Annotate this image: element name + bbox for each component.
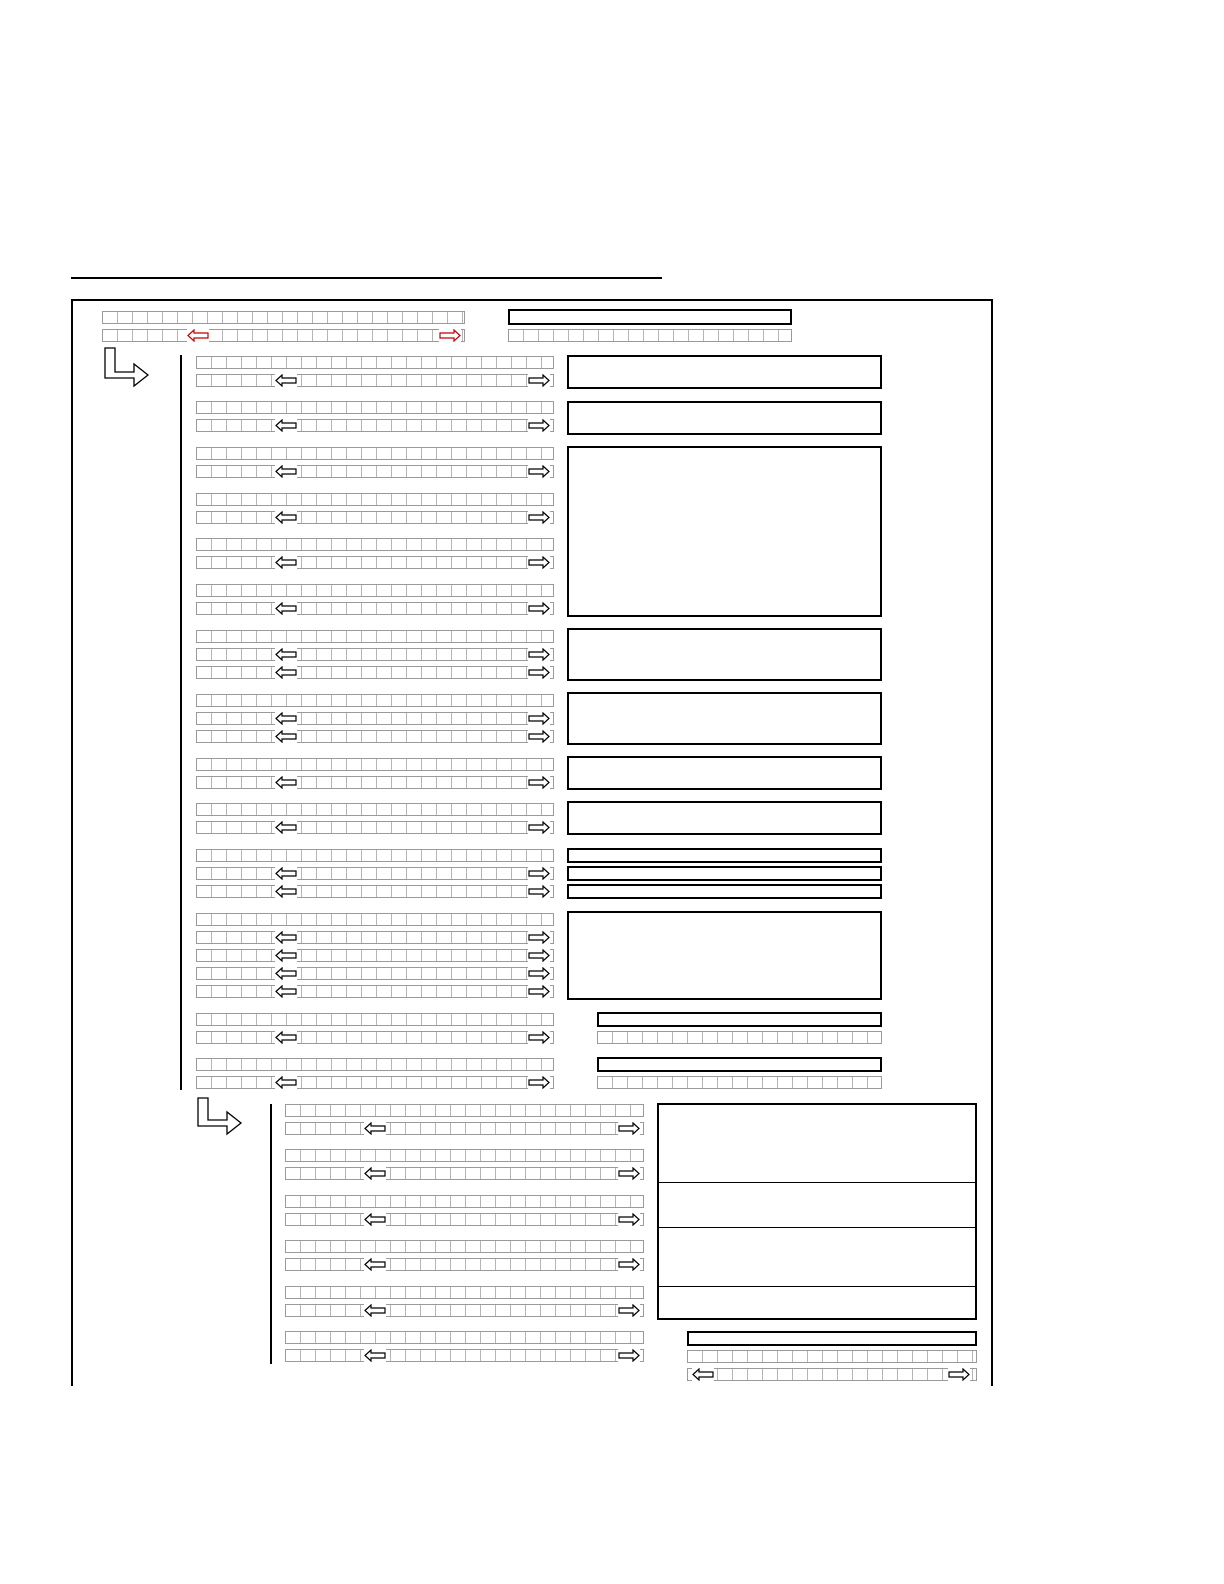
right-arrow-icon xyxy=(528,949,550,962)
field-box-4[interactable] xyxy=(567,628,882,681)
right-arrow-icon xyxy=(528,985,550,998)
section-2-field-box[interactable] xyxy=(657,1103,977,1320)
grid-row-value[interactable] xyxy=(196,985,554,998)
right-arrow-icon xyxy=(528,374,550,387)
section-2-divider xyxy=(659,1227,975,1228)
grid-row-label[interactable] xyxy=(196,913,554,926)
right-arrow-icon xyxy=(528,967,550,980)
left-arrow-icon xyxy=(275,931,297,944)
grid-row-label[interactable] xyxy=(196,447,554,460)
title-underline xyxy=(71,277,662,279)
left-arrow-icon xyxy=(275,648,297,661)
left-arrow-icon xyxy=(275,712,297,725)
left-arrow-icon xyxy=(364,1167,386,1180)
grid-row-value[interactable] xyxy=(196,374,554,387)
left-arrow-icon xyxy=(364,1258,386,1271)
grid-row-label[interactable] xyxy=(196,1013,554,1026)
left-arrow-icon xyxy=(692,1368,714,1381)
left-arrow-icon xyxy=(275,511,297,524)
grid-row-value[interactable] xyxy=(285,1258,644,1271)
left-arrow-icon xyxy=(275,867,297,880)
grid-row-value[interactable] xyxy=(196,556,554,569)
left-arrow-icon xyxy=(275,885,297,898)
grid-row-value[interactable] xyxy=(196,776,554,789)
grid-row-value[interactable] xyxy=(196,602,554,615)
left-arrow-icon xyxy=(275,1031,297,1044)
left-arrow-icon xyxy=(275,374,297,387)
right-arrow-icon xyxy=(528,556,550,569)
left-arrow-icon xyxy=(275,821,297,834)
field-box-8c[interactable] xyxy=(567,884,882,899)
right-arrow-icon xyxy=(528,602,550,615)
right-arrow-icon xyxy=(528,931,550,944)
grid-row-label[interactable] xyxy=(196,849,554,862)
header-grid-row-2[interactable] xyxy=(102,329,465,342)
field-box-5[interactable] xyxy=(567,692,882,745)
grid-row-label[interactable] xyxy=(285,1240,644,1253)
field-box-8b[interactable] xyxy=(567,866,882,881)
grid-row-label[interactable] xyxy=(196,694,554,707)
grid-row-label[interactable] xyxy=(196,630,554,643)
section-2-divider xyxy=(659,1182,975,1183)
section-2-bracket xyxy=(270,1104,272,1364)
left-arrow-icon xyxy=(275,419,297,432)
left-arrow-icon xyxy=(364,1304,386,1317)
right-arrow-icon xyxy=(528,1031,550,1044)
grid-row-value[interactable] xyxy=(196,712,554,725)
right-arrow-icon xyxy=(528,419,550,432)
elbow-arrow-icon xyxy=(196,1097,244,1142)
grid-row-value[interactable] xyxy=(196,1031,554,1044)
header-value-grid[interactable] xyxy=(508,329,792,342)
section-2-value-grid[interactable] xyxy=(687,1368,977,1381)
right-arrow-icon xyxy=(528,821,550,834)
section-1-bracket xyxy=(180,355,182,1090)
left-arrow-icon xyxy=(275,666,297,679)
grid-row-value[interactable] xyxy=(196,821,554,834)
section-2-divider xyxy=(659,1286,975,1287)
grid-row-label[interactable] xyxy=(196,401,554,414)
field-box-2[interactable] xyxy=(567,401,882,435)
right-arrow-icon xyxy=(528,776,550,789)
section-2-value-grid[interactable] xyxy=(687,1350,977,1363)
left-arrow-icon xyxy=(364,1349,386,1362)
grid-row-label[interactable] xyxy=(285,1149,644,1162)
header-label-box[interactable] xyxy=(508,309,792,325)
grid-row-label[interactable] xyxy=(196,1058,554,1071)
left-arrow-icon xyxy=(275,556,297,569)
right-arrow-icon xyxy=(618,1122,640,1135)
right-arrow-icon xyxy=(528,867,550,880)
grid-row-label[interactable] xyxy=(196,803,554,816)
grid-row-value[interactable] xyxy=(196,931,554,944)
elbow-arrow-icon xyxy=(103,347,151,394)
grid-row-label[interactable] xyxy=(196,356,554,369)
left-arrow-icon xyxy=(275,602,297,615)
left-arrow-icon xyxy=(275,949,297,962)
section-2-label-box[interactable] xyxy=(687,1331,977,1346)
left-arrow-icon xyxy=(275,985,297,998)
grid-row-value[interactable] xyxy=(196,648,554,661)
field-box-7[interactable] xyxy=(567,801,882,835)
grid-row-value[interactable] xyxy=(196,949,554,962)
right-arrow-icon xyxy=(618,1258,640,1271)
left-arrow-icon xyxy=(275,776,297,789)
grid-row-label[interactable] xyxy=(285,1104,644,1117)
right-arrow-icon xyxy=(528,730,550,743)
grid-row-label[interactable] xyxy=(285,1195,644,1208)
grid-row-value[interactable] xyxy=(196,511,554,524)
left-arrow-icon xyxy=(187,329,209,342)
field-box-1[interactable] xyxy=(567,355,882,389)
field-label-box-11[interactable] xyxy=(597,1057,882,1072)
grid-row-label[interactable] xyxy=(196,493,554,506)
field-value-grid-11[interactable] xyxy=(597,1076,882,1089)
field-box-6[interactable] xyxy=(567,756,882,790)
right-arrow-icon xyxy=(618,1213,640,1226)
right-arrow-icon xyxy=(618,1349,640,1362)
grid-row-value[interactable] xyxy=(196,465,554,478)
grid-row-value[interactable] xyxy=(285,1349,644,1362)
right-arrow-icon xyxy=(618,1304,640,1317)
right-arrow-icon xyxy=(948,1368,970,1381)
grid-row-value[interactable] xyxy=(196,885,554,898)
grid-row-value[interactable] xyxy=(196,867,554,880)
grid-row-value[interactable] xyxy=(285,1304,644,1317)
right-arrow-icon xyxy=(528,666,550,679)
right-arrow-icon xyxy=(528,885,550,898)
right-arrow-icon xyxy=(528,648,550,661)
grid-row-value[interactable] xyxy=(196,1076,554,1089)
grid-row-value[interactable] xyxy=(285,1122,644,1135)
field-value-grid-10[interactable] xyxy=(597,1031,882,1044)
right-arrow-icon xyxy=(528,1076,550,1089)
grid-row-label[interactable] xyxy=(285,1331,644,1344)
field-box-3[interactable] xyxy=(567,446,882,617)
left-arrow-icon xyxy=(364,1213,386,1226)
right-arrow-icon xyxy=(439,329,461,342)
right-arrow-icon xyxy=(528,511,550,524)
left-arrow-icon xyxy=(364,1122,386,1135)
header-grid-row-1[interactable] xyxy=(102,311,465,324)
field-box-9[interactable] xyxy=(567,911,882,1000)
left-arrow-icon xyxy=(275,967,297,980)
right-arrow-icon xyxy=(528,465,550,478)
left-arrow-icon xyxy=(275,465,297,478)
right-arrow-icon xyxy=(618,1167,640,1180)
grid-row-value[interactable] xyxy=(196,666,554,679)
grid-row-label[interactable] xyxy=(196,758,554,771)
grid-row-value[interactable] xyxy=(196,730,554,743)
grid-row-value[interactable] xyxy=(196,419,554,432)
grid-row-value[interactable] xyxy=(285,1167,644,1180)
grid-row-label[interactable] xyxy=(196,584,554,597)
field-box-8a[interactable] xyxy=(567,848,882,863)
grid-row-value[interactable] xyxy=(196,967,554,980)
grid-row-label[interactable] xyxy=(285,1286,644,1299)
left-arrow-icon xyxy=(275,730,297,743)
right-arrow-icon xyxy=(528,712,550,725)
grid-row-label[interactable] xyxy=(196,538,554,551)
field-label-box-10[interactable] xyxy=(597,1012,882,1027)
left-arrow-icon xyxy=(275,1076,297,1089)
grid-row-value[interactable] xyxy=(285,1213,644,1226)
